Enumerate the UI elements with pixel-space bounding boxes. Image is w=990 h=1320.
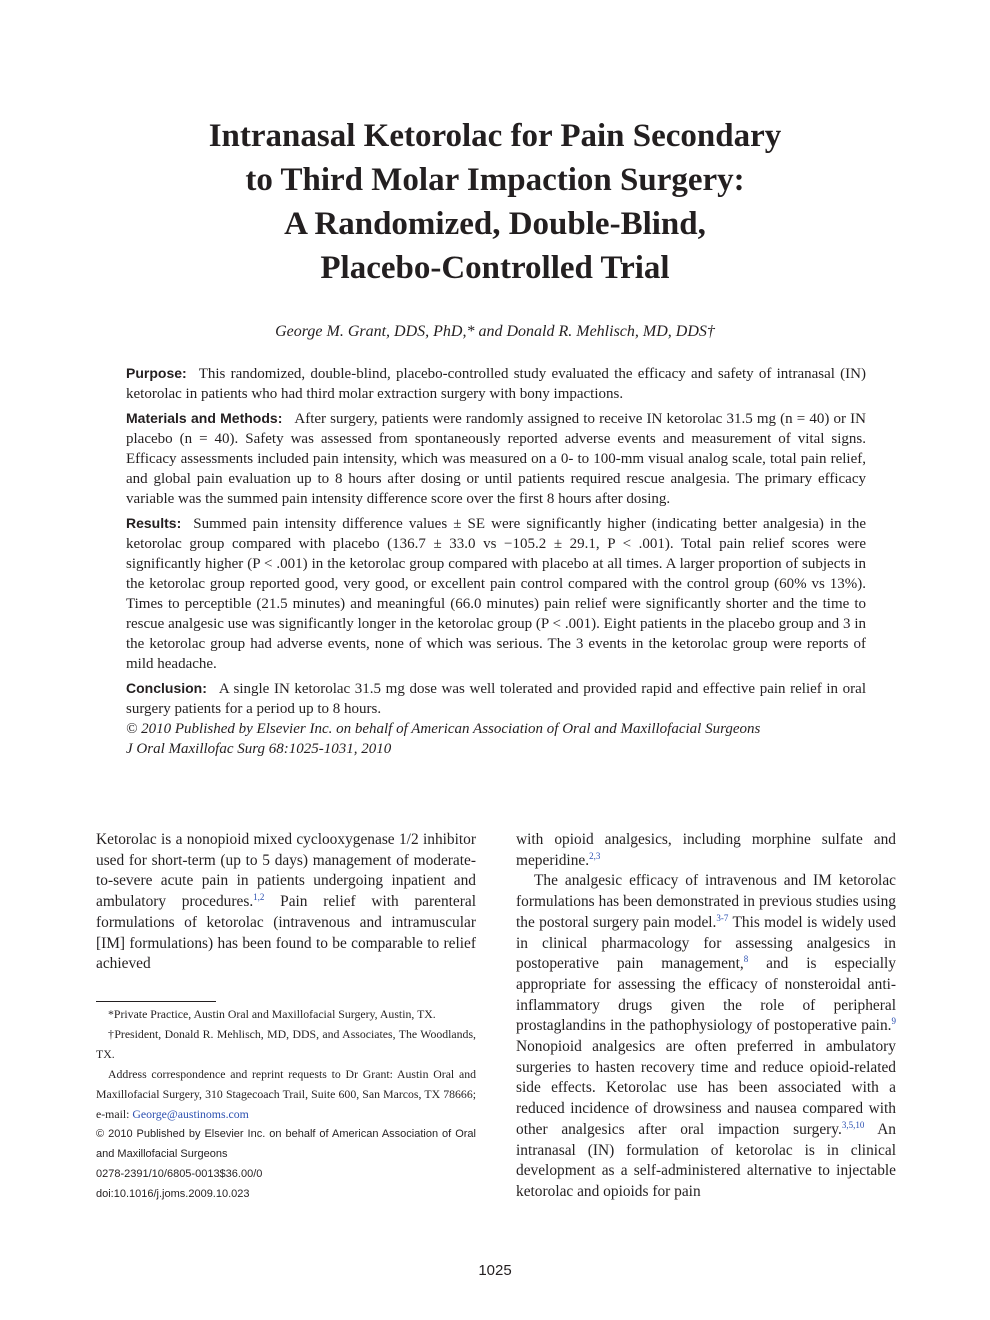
reference-link[interactable]: 1,2	[253, 891, 265, 902]
body-text: and is especially appropriate for assessing the efficacy of nonsteroidal anti-inflammatory drugs given the role of peripheral prostaglandins in the pathophysiology of postoperative pain.	[516, 955, 896, 1035]
body-paragraph	[516, 830, 896, 871]
body-paragraph	[96, 830, 476, 975]
reference-link[interactable]: 3-7	[716, 912, 729, 923]
footnotes	[96, 1004, 476, 1204]
abstract-methods	[126, 408, 866, 509]
conclusion-label: Conclusion:	[126, 680, 207, 696]
footnote-copyright: © 2010 Published by Elsevier Inc. on behalf of American Association of Oral and Maxillofacial Surgeons	[96, 1128, 476, 1160]
body-text: Ketorolac is a nonopioid mixed cyclooxygenase 1/2 inhibitor used for short-term (up to 5 days) management of moderate-to-severe acute pain in patients undergoing inpatient and ambulatory procedures.	[96, 831, 476, 911]
journal-citation: J Oral Maxillofac Surg 68:1025-1031, 2010	[126, 741, 392, 757]
body-text: This model is widely used in clinical pharmacology for assessing analgesics in postoperative pain management,	[516, 913, 896, 973]
results-label: Results:	[126, 515, 182, 531]
reference-link[interactable]: 9	[891, 1016, 896, 1027]
reference-link[interactable]: 3,5,10	[841, 1119, 865, 1130]
results-text: Summed pain intensity difference values ± SE were significantly higher (indicating better analgesia) in the ketorolac group compared with placebo (136.7 ± 33.0 vs −105.2 ± 29.1, P < .001). Total pain relief scores were significantly higher (P < .001) in the ketorolac group compared with placebo at all times. A larger proportion of subjects in the ketorolac group reported good, very good, or excellent pain control compared with the control group (60% vs 13%). Times to perceptible (21.5 minutes) and meaningful (66.0 minutes) pain relief were significantly shorter and the time to rescue analgesic use was significantly longer in the ketorolac group (P < .001). Eight patients in the placebo group and 3 in the ketorolac group had adverse events, none of which was serious. The 3 events in the ketorolac group were reports of mild headache.	[126, 516, 866, 672]
body-text: with opioid analgesics, including morphine sulfate and meperidine.	[516, 831, 896, 869]
body-text: Nonopioid analgesics are often preferred in ambulatory surgeries to hasten recovery time and reduce opioid-related side effects. Ketorolac use has been associated with a reduced incidence of drowsiness and nausea compared with other analgesics after oral impaction surgery.	[516, 1038, 896, 1138]
conclusion-text: A single IN ketorolac 31.5 mg dose was well tolerated and provided rapid and effective pain relief in oral surgery patients for a period up to 8 hours.	[126, 681, 866, 717]
body-text: The analgesic efficacy of intravenous and IM ketorolac formulations has been demonstrated in previous studies using the postoral surgery pain model.	[516, 872, 896, 931]
footnote-doi[interactable]: doi:10.1016/j.joms.2009.10.023	[96, 1188, 250, 1200]
address-text: Address correspondence and reprint requests to Dr Grant: Austin Oral and Maxillofacial Surgery, 310 Stagecoach Trail, Suite 600, San Marcos, TX 78666; e-mail:	[96, 1067, 476, 1121]
abstract-purpose	[126, 363, 866, 404]
author-list: George M. Grant, DDS, PhD,* and Donald R. Mehlisch, MD, DDS†	[275, 323, 715, 340]
reference-link[interactable]: 2,3	[589, 850, 601, 861]
abstract-conclusion	[126, 678, 866, 719]
body-paragraph	[516, 871, 896, 1202]
methods-label: Materials and Methods:	[126, 410, 283, 426]
footnote-affiliation: †President, Donald R. Mehlisch, MD, DDS, and Associates, The Woodlands, TX.	[96, 1027, 476, 1061]
article-title	[0, 114, 990, 290]
body-right-column	[516, 830, 896, 1203]
footnote-issn: 0278-2391/10/6805-0013$36.00/0	[96, 1168, 263, 1180]
methods-text: After surgery, patients were randomly assigned to receive IN ketorolac 31.5 mg (n = 40) or IN placebo (n = 40). Safety was assessed from spontaneously reported adverse events and measurement of vital signs. Efficacy assessments included pain intensity, which was measured on a 0- to 100-mm visual analog scale, total pain relief, and global pain evaluation up to 8 hours after dosing or until patients required rescue analgesia. The primary efficacy variable was the summed pain intensity difference score over the first 8 hours after dosing.	[126, 411, 866, 507]
reference-link[interactable]: 8	[743, 954, 749, 965]
title-line: to Third Molar Impaction Surgery:	[245, 162, 745, 198]
abstract	[126, 363, 866, 759]
abstract-results	[126, 513, 866, 674]
email-link[interactable]: George@austinoms.com	[132, 1107, 249, 1121]
title-line: Intranasal Ketorolac for Pain Secondary	[208, 118, 782, 154]
abstract-copyright: © 2010 Published by Elsevier Inc. on behalf of American Association of Oral and Maxillofacial Surgeons	[126, 721, 761, 737]
body-left-column	[96, 830, 476, 975]
body-text: An intranasal (IN) formulation of ketorolac is in clinical development as a self-administered alternative to injectable ketorolac and opioids for pain	[516, 1120, 897, 1200]
title-line: A Randomized, Double-Blind,	[284, 206, 706, 242]
purpose-text: This randomized, double-blind, placebo-controlled study evaluated the efficacy and safety of intranasal (IN) ketorolac in patients who had third molar extraction surgery with bony impactions.	[126, 366, 866, 402]
page-number: 1025	[478, 1262, 512, 1279]
purpose-label: Purpose:	[126, 365, 187, 381]
footnote-divider	[96, 1001, 216, 1002]
footnote-affiliation: *Private Practice, Austin Oral and Maxillofacial Surgery, Austin, TX.	[108, 1007, 436, 1021]
body-text: Pain relief with parenteral formulations of ketorolac (intravenous and intramuscular [IM] formulations) has been found to be comparable to relief achieved	[96, 893, 476, 973]
title-line: Placebo-Controlled Trial	[320, 250, 670, 286]
footnote-address	[96, 1064, 476, 1124]
